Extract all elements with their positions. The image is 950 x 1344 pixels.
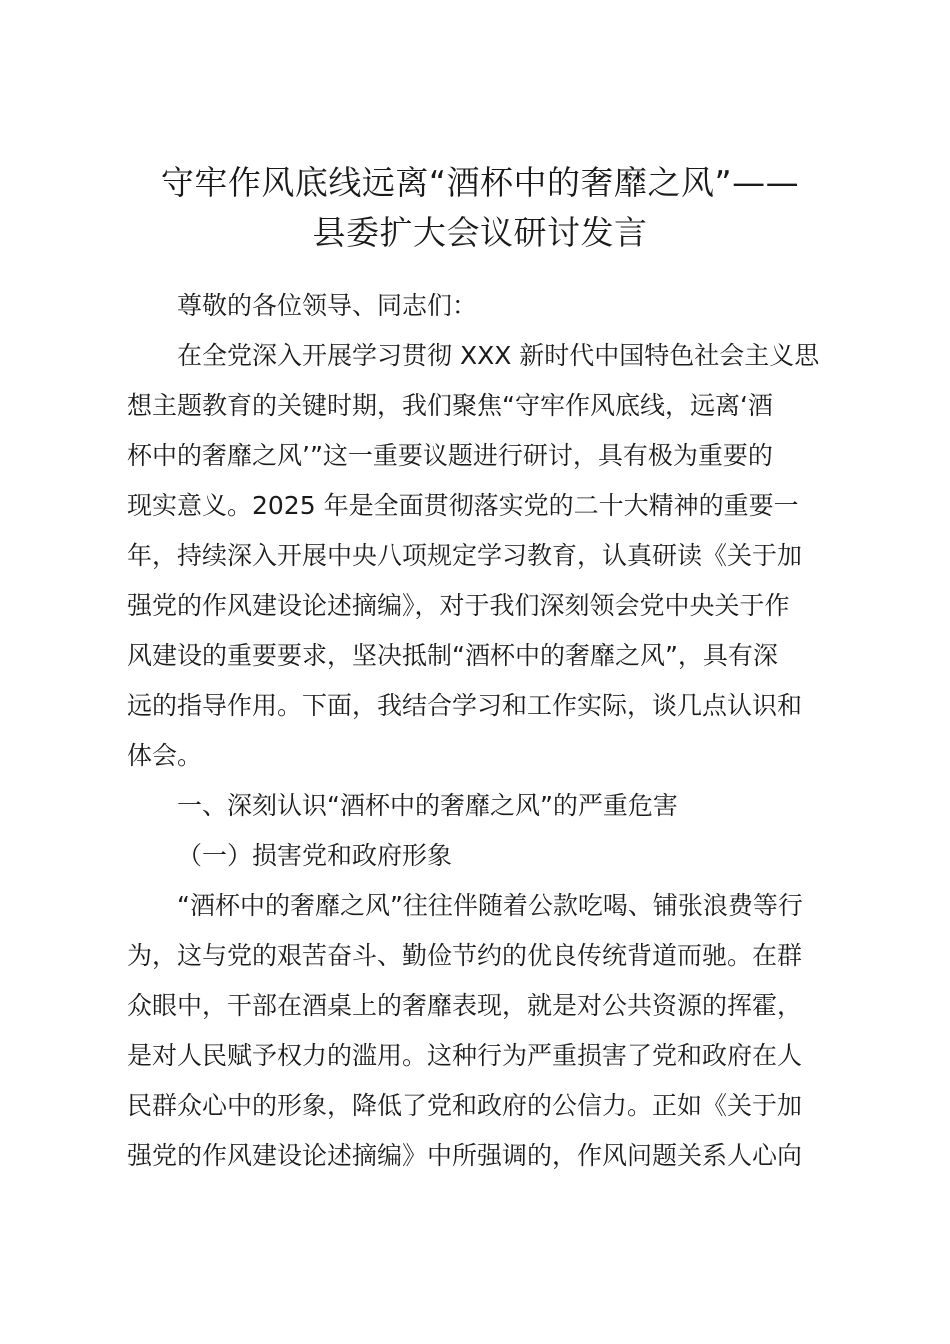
salutation: 尊敬的各位领导、同志们： — [177, 291, 478, 320]
paragraph-line: 强党的作风建设论述摘编》中所强调的，作风问题关系人心向 — [127, 1141, 803, 1170]
paragraph-line: 远的指导作用。下面，我结合学习和工作实际，谈几点认识和 — [127, 691, 803, 720]
paragraph-1 — [127, 331, 833, 781]
paragraph-line: 年，持续深入开展中央八项规定学习教育，认真研读《关于加 — [127, 541, 803, 570]
paragraph-line: 是对人民赋予权力的滥用。这种行为严重损害了党和政府在人 — [127, 1041, 803, 1070]
paragraph-line: 杯中的奢靡之风’”这一重要议题进行研讨，具有极为重要的 — [127, 441, 773, 470]
document-body — [127, 281, 833, 1181]
paragraph-line: 在全党深入开展学习贯彻 XXX 新时代中国特色社会主义思 — [177, 341, 820, 370]
paragraph-line: 民群众心中的形象，降低了党和政府的公信力。正如《关于加 — [127, 1091, 803, 1120]
title-line-2: 县委扩大会议研讨发言 — [312, 213, 648, 252]
title-line-1: 守牢作风底线远离“酒杯中的奢靡之风”—— — [160, 163, 800, 202]
paragraph-line: 体会。 — [127, 741, 203, 770]
paragraph-line: 为，这与党的艰苦奋斗、勤俭节约的优良传统背道而驰。在群 — [127, 941, 803, 970]
paragraph-line: 强党的作风建设论述摘编》，对于我们深刻领会党中央关于作 — [127, 591, 790, 620]
paragraph-line: 想主题教育的关键时期，我们聚焦“守牢作风底线，远离‘酒 — [127, 391, 773, 420]
paragraph-line: “酒杯中的奢靡之风”往往伴随着公款吃喝、铺张浪费等行 — [177, 891, 803, 920]
section-heading-1: 一、深刻认识“酒杯中的奢靡之风”的严重危害 — [177, 791, 678, 820]
paragraph-line: 众眼中，干部在酒桌上的奢靡表现，就是对公共资源的挥霍， — [127, 991, 803, 1020]
subsection-heading-1: （一）损害党和政府形象 — [177, 841, 453, 870]
paragraph-2 — [127, 881, 833, 1181]
paragraph-line: 现实意义。2025 年是全面贯彻落实党的二十大精神的重要一 — [127, 491, 799, 520]
document-title — [110, 158, 850, 258]
paragraph-line: 风建设的重要要求，坚决抵制“酒杯中的奢靡之风”，具有深 — [127, 641, 778, 670]
